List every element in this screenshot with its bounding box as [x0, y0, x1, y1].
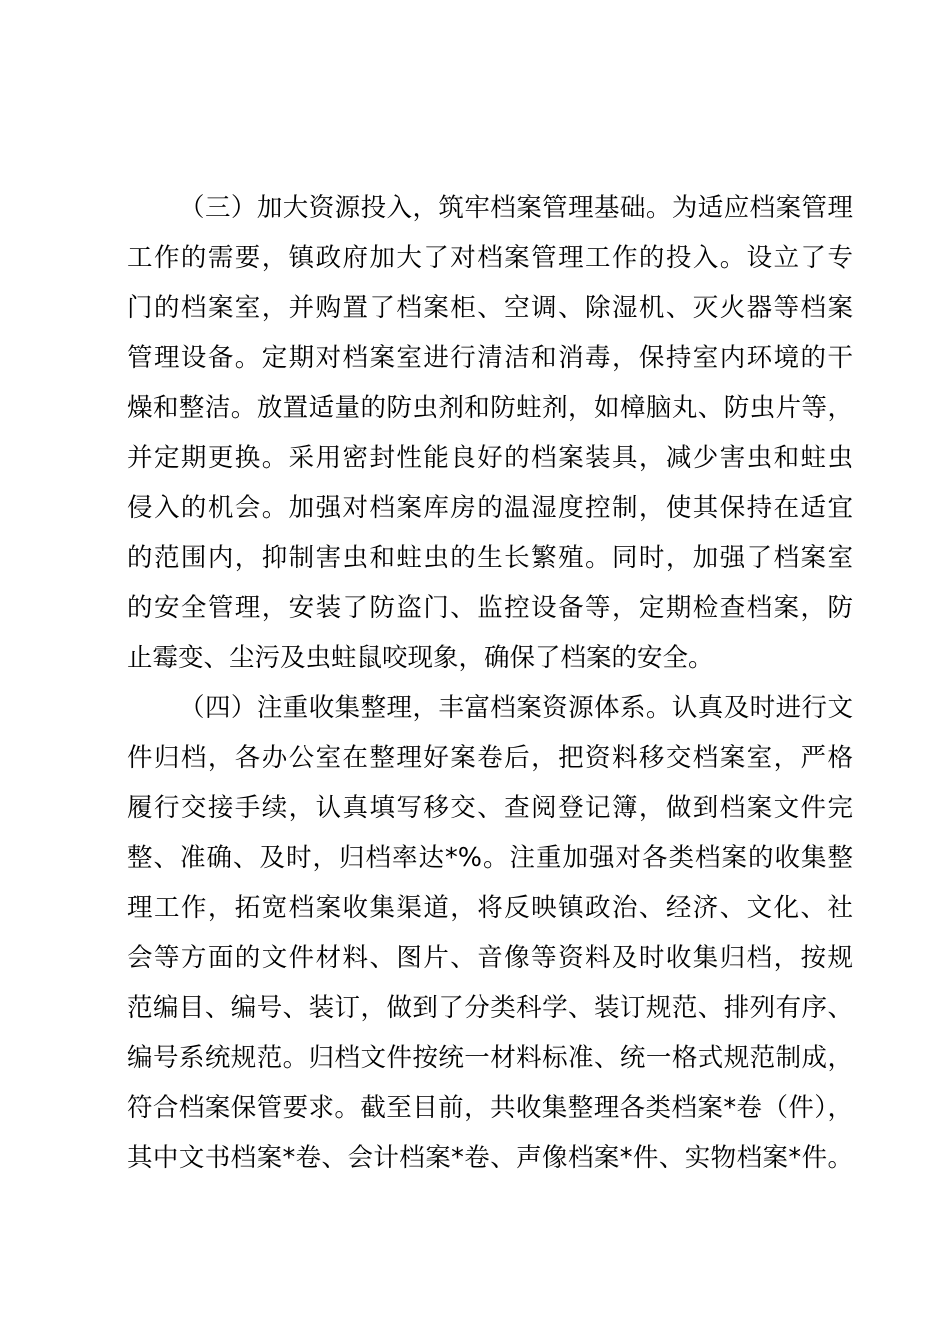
- paragraph-section-4: [127, 683, 853, 1183]
- paragraph-line: 会等方面的文件材料、图片、音像等资料及时收集归档，按规: [127, 943, 853, 973]
- document-body: [127, 183, 853, 1183]
- paragraph-line: 整、准确、及时，归档率达*%。注重加强对各类档案的收集整: [127, 843, 853, 873]
- paragraph-line: 侵入的机会。加强对档案库房的温湿度控制，使其保持在适宜: [127, 493, 853, 523]
- paragraph-section-3: [127, 183, 853, 683]
- paragraph-line: 范编目、编号、装订，做到了分类科学、装订规范、排列有序、: [127, 993, 853, 1023]
- paragraph-line: 并定期更换。采用密封性能良好的档案装具，减少害虫和蛀虫: [127, 443, 853, 473]
- paragraph-line: 管理设备。定期对档案室进行清洁和消毒，保持室内环境的干: [127, 343, 853, 373]
- paragraph-line: 理工作，拓宽档案收集渠道，将反映镇政治、经济、文化、社: [127, 893, 853, 923]
- paragraph-line: （三）加大资源投入，筑牢档案管理基础。为适应档案管理: [179, 193, 853, 223]
- paragraph-line: 件归档，各办公室在整理好案卷后，把资料移交档案室，严格: [127, 743, 853, 773]
- paragraph-line: （四）注重收集整理，丰富档案资源体系。认真及时进行文: [179, 693, 853, 723]
- paragraph-line: 履行交接手续，认真填写移交、查阅登记簿，做到档案文件完: [127, 793, 853, 823]
- paragraph-line: 其中文书档案*卷、会计档案*卷、声像档案*件、实物档案*件。: [127, 1143, 853, 1173]
- paragraph-line: 符合档案保管要求。截至目前，共收集整理各类档案*卷（件），: [127, 1093, 853, 1123]
- paragraph-line: 燥和整洁。放置适量的防虫剂和防蛀剂，如樟脑丸、防虫片等，: [127, 393, 853, 423]
- paragraph-line: 编号系统规范。归档文件按统一材料标准、统一格式规范制成，: [127, 1043, 853, 1073]
- paragraph-line: 工作的需要，镇政府加大了对档案管理工作的投入。设立了专: [127, 243, 853, 273]
- paragraph-line: 的范围内，抑制害虫和蛀虫的生长繁殖。同时，加强了档案室: [127, 543, 853, 573]
- paragraph-line: 的安全管理，安装了防盗门、监控设备等，定期检查档案，防: [127, 593, 853, 623]
- paragraph-line: 门的档案室，并购置了档案柜、空调、除湿机、灭火器等档案: [127, 293, 853, 323]
- paragraph-line: 止霉变、尘污及虫蛀鼠咬现象，确保了档案的安全。: [127, 643, 714, 673]
